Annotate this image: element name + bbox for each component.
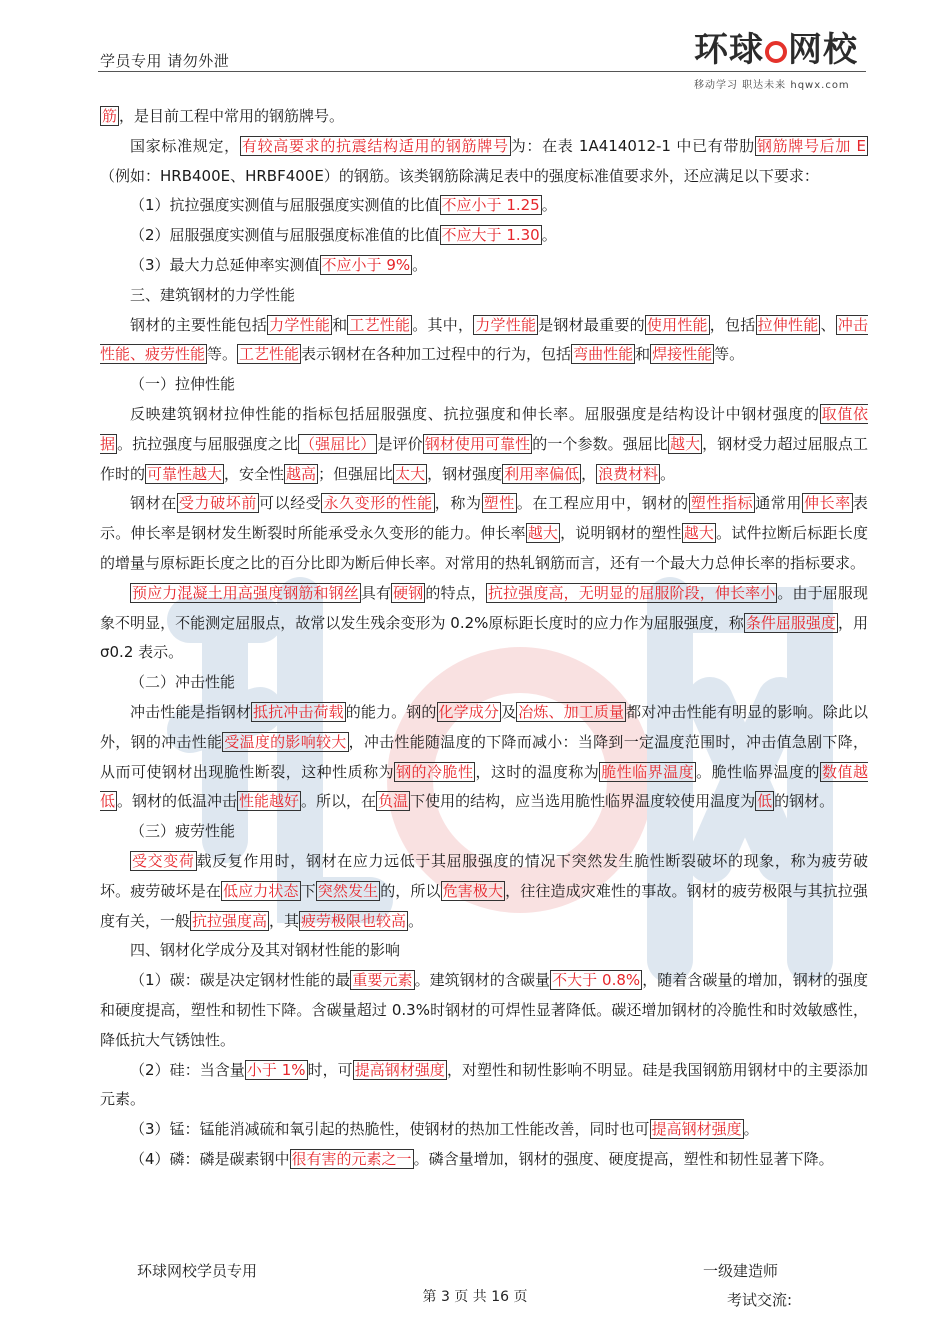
text-run: 。由于屈服现象不明显，不能测定屈服点，故常以发生残余变形为 0.2%原标距长度时的应力作为屈服强度，称 [100, 583, 868, 632]
highlighted-term: 受力破坏前 [178, 494, 257, 513]
highlighted-term: 使用性能 [646, 315, 708, 334]
text-run: 四、钢材化学成分及其对钢材性能的影响 [130, 941, 401, 960]
text-run: 表示钢材在各种加工过程中的行为，包括 [301, 345, 572, 364]
text-run: ， [581, 464, 597, 483]
text-run: （4）磷：磷是碳素钢中 [130, 1149, 290, 1168]
text-run: 是评价 [377, 434, 423, 453]
highlighted-term: 预应力混凝土用高强度钢筋和钢丝 [132, 583, 359, 602]
highlighted-term: 低应力状态 [222, 881, 299, 900]
highlighted-term: 负温 [378, 792, 409, 811]
paragraph [100, 966, 868, 1055]
paragraph [100, 132, 868, 192]
page-number: 第 3 页 共 16 页 [422, 1289, 528, 1305]
text-run: ，往往造成灾难性的事故。钢材的疲劳极限与其抗拉强度有关，一般 [100, 881, 868, 930]
text-run: ，这时的温度称为 [475, 762, 600, 781]
highlighted-term: 数值越低 [100, 762, 868, 811]
text-run: （二）冲击性能 [130, 673, 236, 692]
text-run: 。抗拉强度与屈服强度之比 [117, 434, 299, 453]
document-body [100, 102, 868, 1175]
text-run: 载反复作用时，钢材在应力远低于其屈服强度的情况下突然发生脆性断裂破坏的现象，称为疲劳破坏。疲劳破坏是在 [100, 851, 868, 900]
highlighted-term: 工艺性能 [349, 315, 411, 334]
highlighted-term: 太大 [395, 464, 426, 483]
text-run: ，钢材受力超过屈服点工作时的 [100, 434, 868, 483]
highlighted-term: 不大于 0.8% [552, 971, 641, 990]
text-run: 。试件拉断后标距长度的增量与原标距长度之比的百分比即为断后伸长率。对常用的热轧钢筋而言，还有一个最大力总伸长率的指标要求。 [100, 524, 868, 572]
text-run: （三）疲劳性能 [130, 822, 236, 841]
logo-slogan: 移动学习 职达未来 hqwx.com [694, 80, 850, 91]
text-run: 时，可 [307, 1060, 353, 1079]
highlighted-term: 抵抗冲击荷载 [253, 702, 344, 721]
highlighted-term: 受交变荷 [132, 851, 195, 870]
paragraph [100, 936, 868, 966]
text-run: （一）拉伸性能 [130, 375, 236, 394]
text-run: 。 [541, 196, 557, 215]
highlighted-term: 抗拉强度高，无明显的屈服阶段，伸长率小 [487, 583, 776, 602]
text-run: 的钢材。 [774, 792, 835, 811]
text-run: 。 [660, 464, 676, 483]
text-run: 通常用 [755, 494, 803, 513]
text-run: ，冲击性能随温度的下降而减小：当降到一定温度范围时，冲击值急剧下降，从而可使钢材出现脆性断裂，这种性质称为 [100, 732, 868, 781]
text-run: 国家标准规定， [130, 136, 240, 155]
text-run: （3）锰：锰能消减硫和氧引起的热脆性，使钢材的热加工性能改善，同时也可 [130, 1120, 650, 1139]
highlighted-term: 重要元素 [352, 971, 413, 990]
paragraph [100, 1115, 868, 1145]
paragraph [100, 579, 868, 668]
text-run: 等。 [714, 345, 745, 364]
text-run: 。在工程应用中，钢材的 [516, 494, 689, 513]
text-run: 的能力。钢的 [345, 702, 437, 721]
text-run: （2）屈服强度实测值与屈服强度标准值的比值 [130, 226, 440, 245]
highlighted-term: 突然发生 [317, 881, 379, 900]
text-run: 都对冲击性能有明显的影响。除此以外，钢的冲击性能 [100, 702, 868, 751]
highlighted-term: 很有害的元素之一 [291, 1149, 412, 1168]
highlighted-term: 越大 [683, 524, 715, 543]
highlighted-term: 越大 [669, 434, 701, 453]
header-confidential-text: 学员专用 请勿外泄 [100, 52, 230, 70]
text-run: 具有 [360, 583, 392, 602]
highlighted-term: 硬钢 [393, 583, 424, 602]
text-run: 下使用的结构，应当选用脆性临界温度较使用温度为 [410, 792, 756, 811]
highlighted-term: 危害极大 [442, 881, 504, 900]
text-run: 。磷含量增加，钢材的强度、硬度提高，塑性和韧性显著下降。 [413, 1149, 834, 1168]
text-run: ，随着含碳量的增加，钢材的强度和硬度提高，塑性和韧性下降。含碳量超过 0.3%时钢材的可焊性显著降低。碳还增加钢材的冷脆性和时效敏感性，降低抗大气锈蚀性。 [100, 971, 868, 1049]
text-run: ，称为 [434, 494, 482, 513]
highlighted-term: 条件屈服强度 [745, 613, 836, 632]
text-run: 等。 [207, 345, 238, 364]
text-run: ，是目前工程中常用的钢筋牌号。 [119, 107, 345, 125]
hqwx-logo [694, 30, 858, 70]
highlighted-term: 低 [757, 792, 773, 811]
text-run: 。钢材的低温冲击 [117, 792, 238, 811]
text-run: 。 [408, 911, 424, 930]
text-run: ，包括 [709, 315, 756, 334]
text-run: 。脆性临界温度的 [696, 762, 820, 781]
highlighted-term: 有较高要求的抗震结构适用的钢筋牌号 [241, 136, 509, 155]
highlighted-term: 不应大于 1.30 [441, 226, 540, 245]
text-run: 的一个参数。强屈比 [532, 434, 668, 453]
highlighted-term: 化学成分 [438, 702, 500, 721]
paragraph [100, 698, 868, 817]
text-run: 。其中， [412, 315, 474, 334]
highlighted-term: 不应小于 9% [321, 255, 411, 274]
highlighted-term: 力学性能 [475, 315, 537, 334]
footer-exam-name: 一级建造师 [703, 1262, 779, 1280]
highlighted-term: 弯曲性能 [573, 345, 634, 364]
text-run: 、 [820, 315, 836, 334]
highlighted-term: 塑性 [483, 494, 515, 513]
highlighted-term: 钢材使用可靠性 [424, 434, 531, 453]
highlighted-term: 越高 [286, 464, 317, 483]
text-run: 冲击性能是指钢材 [130, 702, 252, 721]
footer-exchange-label: 考试交流: [727, 1291, 793, 1309]
highlighted-term: 焊接性能 [652, 345, 713, 364]
paragraph [100, 817, 868, 847]
text-run: 钢材在 [130, 494, 177, 513]
highlighted-term: 钢筋牌号后加 E [756, 136, 866, 155]
paragraph [100, 311, 868, 371]
highlighted-term: 抗拉强度高 [192, 911, 268, 930]
text-run: ，用σ0.2 表示。 [100, 613, 868, 662]
text-run: ，钢材强度 [427, 464, 503, 483]
paragraph [100, 191, 868, 221]
text-run: 。所以，在 [301, 792, 377, 811]
text-run: 钢材的主要性能包括 [130, 315, 268, 334]
highlighted-term: 提高钢材强度 [651, 1120, 742, 1139]
text-run: 下 [300, 881, 316, 900]
highlighted-term: 工艺性能 [239, 345, 300, 364]
text-run: 。 [541, 226, 557, 245]
paragraph [100, 102, 868, 132]
highlighted-term: 疲劳极限也较高 [301, 911, 407, 930]
text-run: （2）硅：当含量 [130, 1060, 245, 1079]
text-run: 三、建筑钢材的力学性能 [130, 285, 296, 304]
highlighted-term: 越大 [527, 524, 559, 543]
logo-text-a: 环球 [694, 30, 764, 70]
highlighted-term: 性能越好 [239, 792, 300, 811]
paragraph [100, 1145, 868, 1175]
text-run: 。 [743, 1120, 759, 1139]
text-run: ，对塑性和韧性影响不明显。硅是我国钢筋用钢材中的主要添加元素。 [100, 1060, 868, 1109]
highlighted-term: 钢的冷脆性 [396, 762, 474, 781]
text-run: 及 [501, 702, 517, 721]
text-run: ，说明钢材的塑性 [560, 524, 682, 543]
text-run: ，其 [269, 911, 300, 930]
paragraph [100, 400, 868, 489]
text-run: 反映建筑钢材拉伸性能的指标包括屈服强度、抗拉强度和伸长率。屈服强度是结构设计中钢材强度的 [130, 404, 820, 423]
text-run: 为：在表 1A414012-1 中已有带肋 [510, 136, 755, 155]
paragraph [100, 489, 868, 578]
highlighted-term: 可靠性越大 [147, 464, 223, 483]
paragraph [100, 1056, 868, 1116]
text-run: （1）碳：碳是决定钢材性能的最 [130, 971, 351, 990]
text-run: （1）抗拉强度实测值与屈服强度实测值的比值 [130, 196, 440, 215]
text-run: 。建筑钢材的含碳量 [414, 971, 551, 990]
highlighted-term: （强屈比） [300, 434, 376, 453]
highlighted-term: 取值依据 [100, 404, 868, 453]
highlighted-term: 冶炼、加工质量 [518, 702, 625, 721]
text-run: 表示。伸长率是钢材发生断裂时所能承受永久变形的能力。伸长率 [100, 494, 868, 543]
highlighted-term: 提高钢材强度 [354, 1060, 445, 1079]
highlighted-term: 脆性临界温度 [601, 762, 695, 781]
text-run: 和 [332, 315, 348, 334]
logo-text-b: 网校 [788, 30, 858, 70]
text-run: ，安全性 [224, 464, 285, 483]
highlighted-term: 永久变形的性能 [323, 494, 433, 513]
text-run: 的特点， [425, 583, 486, 602]
paragraph [100, 370, 868, 400]
highlighted-term: 冲击性能、疲劳性能 [100, 315, 868, 364]
paragraph [100, 221, 868, 251]
highlighted-term: 小于 1% [246, 1060, 306, 1079]
text-run: 是钢材最重要的 [538, 315, 645, 334]
paragraph [100, 847, 868, 936]
highlighted-term: 拉伸性能 [757, 315, 819, 334]
highlighted-term: 利用率偏低 [504, 464, 580, 483]
paragraph [100, 281, 868, 311]
highlighted-term: 塑性指标 [690, 494, 754, 513]
text-run: 和 [635, 345, 651, 364]
header-divider [98, 71, 866, 72]
highlighted-term: 力学性能 [269, 315, 331, 334]
highlighted-term: 伸长率 [804, 494, 851, 513]
text-run: ；但强屈比 [318, 464, 394, 483]
text-run: （例如：HRB400E、HRBF400E）的钢筋。该类钢筋除满足表中的强度标准值要求外，还应满足以下要求： [100, 166, 819, 185]
text-run: 的，所以 [380, 881, 441, 900]
highlighted-term: 受温度的影响较大 [224, 732, 347, 751]
paragraph [100, 251, 868, 281]
highlighted-term: 不应小于 1.25 [441, 196, 540, 215]
text-run: 。 [412, 255, 428, 274]
text-run: 可以经受 [258, 494, 322, 513]
logo-ring-icon [765, 41, 787, 63]
paragraph [100, 668, 868, 698]
footer-left-text: 环球网校学员专用 [137, 1262, 258, 1280]
text-run: （3）最大力总延伸率实测值 [130, 255, 320, 274]
highlighted-term: 浪费材料 [598, 464, 659, 483]
highlighted-term: 筋 [102, 107, 118, 125]
